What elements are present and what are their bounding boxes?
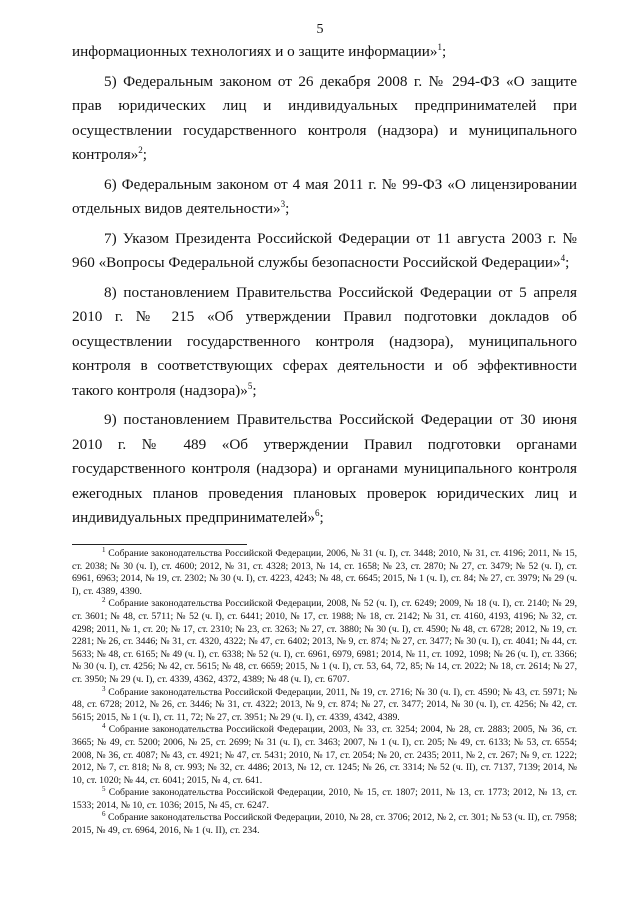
paragraph-item-5 xyxy=(72,70,577,168)
paragraph-item-7 xyxy=(72,227,577,276)
paragraph-text: 8) постановлением Правительства Российской Федерации от 5 апреля 2010 г. № 215 «Об утверждении Правил подготовки докладов об осуществлении государственного контроля (надзора), муниципального контроля в соответствующих сферах деятельности и об эффективности такого контроля (надзора)» xyxy=(72,283,577,399)
paragraph-text: 7) Указом Президента Российской Федерации от 11 августа 2003 г. № 960 «Вопросы Федеральной службы безопасности Российской Федерации» xyxy=(72,229,577,271)
paragraph-item-8 xyxy=(72,281,577,404)
footnote-number: 3 xyxy=(102,684,106,693)
footnote xyxy=(72,787,577,812)
paragraph-text: информационных технологиях и о защите информации» xyxy=(72,43,438,60)
footnote-text: Собрание законодательства Российской Федерации, 2008, № 52 (ч. I), ст. 6249; 2009, № 18 (ч. I), ст. 2140; № 29, ст. 3601; № 48, ст. 5711; № 52 (ч. I), ст. 6441; 2010, № 17, ст. 1988; № 18, ст. 2142; № 31, ст. 4160, 4193, 4196; № 32, ст. 4298; 2011, № 1, ст. 20; № 17, ст. 2310; № 23, ст. 3263; № 27, ст. 3880; № 30 (ч. I), ст. 4590; № 48, ст. 6728; 2012, № 19, ст. 2281; № 26, ст. 3446; № 31, ст. 4320, 4322; № 47, ст. 6402; 2013, № 9, ст. 874; № 27, ст. 3477; № 30 (ч. I), ст. 4041; № 44, ст. 5633; № 48, ст. 6165; № 49 (ч. I), ст. 6338; № 52 (ч. I), ст. 6961, 6979, 6981; 2014, № 11, ст. 1092, 1098; № 26 (ч. I), ст. 3366; № 30 (ч. I), ст. 4256; № 42, ст. 5615; № 48, ст. 6659; 2015, № 1 (ч. I), ст. 53, 64, 72, 85; № 14, ст. 2022; № 18, ст. 2614; № 27, ст. 3950; № 29 (ч. I), ст. 4339, 4362, 4372, 4389; № 48 (ч. I), ст. 6707. xyxy=(72,598,577,685)
footnote-text: Собрание законодательства Российской Федерации, 2010, № 28, ст. 3706; 2012, № 2, ст. 301; № 53 (ч. II), ст. 7958; 2015, № 49, ст. 6964, 2016, № 1 (ч. II), ст. 234. xyxy=(72,812,577,837)
paragraph-tail: ; xyxy=(319,509,324,526)
footnote-number: 6 xyxy=(102,810,106,819)
paragraph-text: 6) Федеральным законом от 4 мая 2011 г. № 99-ФЗ «О лицензировании отдельных видов деятельности» xyxy=(72,175,577,217)
footnote-number: 4 xyxy=(102,722,106,731)
paragraph-tail: ; xyxy=(442,43,447,60)
paragraph-tail: ; xyxy=(142,146,148,163)
footnote xyxy=(72,684,577,725)
page-number: 5 xyxy=(316,22,324,37)
footnote-ref: 5 xyxy=(247,380,253,391)
footnote xyxy=(72,724,577,787)
footnote-ref: 6 xyxy=(315,507,320,518)
paragraph-continuation xyxy=(72,40,577,65)
footnote-text: Собрание законодательства Российской Федерации, 2003, № 33, ст. 3254; 2004, № 28, ст. 2883; 2005, № 36, ст. 3665; № 49, ст. 5200; 2006, № 25, ст. 2699; № 31 (ч. I), ст. 3463; 2007, № 1 (ч. I), ст. 205; № 49, ст. 6133; № 53, ст. 6554; 2008, № 36, ст. 4087; № 43, ст. 4921; № 47, ст. 5431; 2010, № 17, ст. 2054; № 20, ст. 2435; 2011, № 2, ст. 267; № 9, ст. 1222; 2012, № 7, ст. 818; № 8, ст. 993; № 32, ст. 4486; 2013, № 12, ст. 1245; № 26, ст. 3314; № 52 (ч. II), ст. 7137, 7139; 2014, № 10, ст. 1020; № 44, ст. 6041; 2015, № 4, ст. 641. xyxy=(72,724,577,786)
footnote-text: Собрание законодательства Российской Федерации, 2010, № 15, ст. 1807; 2011, № 13, ст. 1773; 2012, № 13, ст. 1533; 2014, № 10, ст. 1036; 2015, № 45, ст. 6247. xyxy=(72,787,577,811)
footnote-number: 2 xyxy=(102,596,106,605)
footnote-ref: 2 xyxy=(138,144,143,155)
paragraph-tail: ; xyxy=(565,254,570,271)
footnote-ref: 3 xyxy=(280,198,286,209)
footnote-ref: 1 xyxy=(437,41,443,52)
footnote xyxy=(72,545,577,598)
footnotes xyxy=(72,545,577,838)
paragraph-text: 5) Федеральным законом от 26 декабря 2008 г. № 294-ФЗ «О защите прав юридических лиц и индивидуальных предпринимателей при осуществлении государственного контроля (надзора) и муниципального контроля» xyxy=(72,72,577,163)
footnote xyxy=(72,812,577,837)
paragraph-text: 9) постановлением Правительства Российской Федерации от 30 июня 2010 г. № 489 «Об утверждении Правил подготовки органами государственного контроля (надзора) и органами муниципального контроля ежегодных планов проведения плановых проверок юридических лиц и индивидуальных предпринимателей» xyxy=(72,411,577,526)
footnote-text: Собрание законодательства Российской Федерации, 2006, № 31 (ч. I), ст. 3448; 2010, № 31, ст. 4196; 2011, № 15, ст. 2038; № 30 (ч. I), ст. 4600; 2012, № 31, ст. 4328; 2013, № 14, ст. 1658; № 23, ст. 2870; № 27, ст. 3479; № 52 (ч. I), ст. 6961, 6963; 2014, № 19, ст. 2302; № 30 (ч. I), ст. 4223, 4243; № 48, ст. 6645; 2015, № 1 (ч. I), ст. 84; № 27, ст. 3979; № 29 (ч. I), ст. 4389, 4390. xyxy=(72,548,577,597)
paragraph-tail: ; xyxy=(252,381,257,399)
footnote xyxy=(72,598,577,686)
paragraph-tail: ; xyxy=(285,200,290,217)
footnote-number: 5 xyxy=(102,785,106,794)
footnote-number: 1 xyxy=(102,545,106,554)
main-text xyxy=(72,40,577,536)
footnote-text: Собрание законодательства Российской Федерации, 2011, № 19, ст. 2716; № 30 (ч. I), ст. 4590; № 43, ст. 5971; № 48, ст. 6728; 2012, № 26, ст. 3446; № 31, ст. 4322; 2013, № 9, ст. 874; № 27, ст. 3477; 2014, № 30 (ч. I), ст. 4256; № 42, ст. 5615; 2015, № 1 (ч. I), ст. 11, 72; № 27, ст. 3951; № 29 (ч. I), ст. 4339, 4342, 4389. xyxy=(72,686,577,723)
paragraph-item-9 xyxy=(72,408,577,531)
footnote-separator xyxy=(72,544,247,545)
footnote-ref: 4 xyxy=(560,252,566,263)
paragraph-item-6 xyxy=(72,173,577,222)
